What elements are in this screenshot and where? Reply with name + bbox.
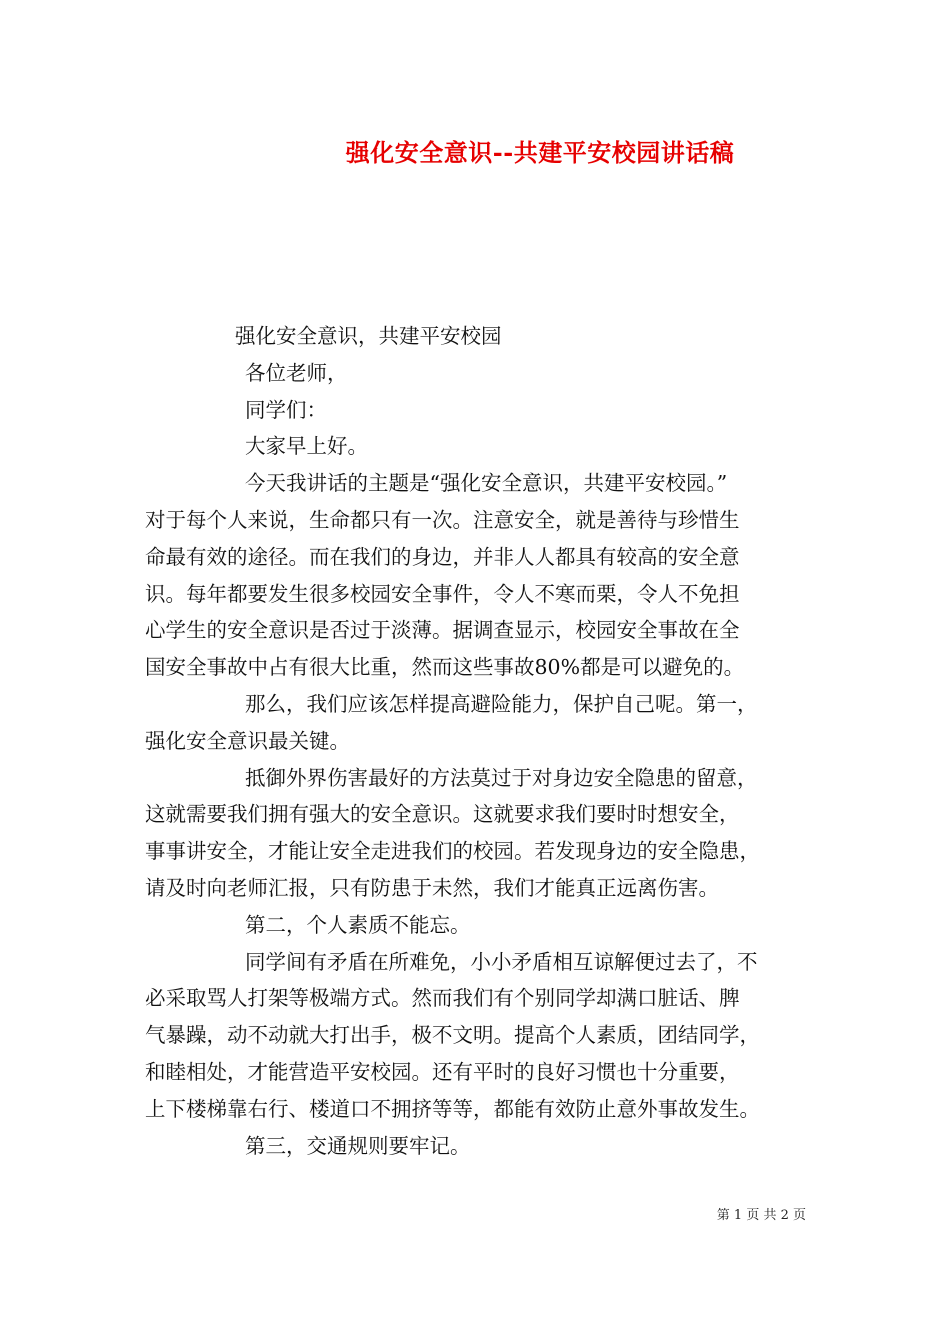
page-footer: 第 1 页 共 2 页 <box>716 1208 806 1223</box>
document-title: 强化安全意识--共建平安校园讲话稿 <box>345 138 735 167</box>
salutation-teachers: 各位老师， <box>245 360 348 385</box>
paragraph-3-line: 请及时向老师汇报，只有防患于未然，我们才能真正远离伤害。 <box>145 875 719 900</box>
paragraph-4-line: 必采取骂人打架等极端方式。然而我们有个别同学却满口脏话、脾 <box>145 986 740 1011</box>
document-body <box>145 318 820 1164</box>
paragraph-1-line: 识。每年都要发生很多校园安全事件，令人不寒而栗，令人不免担 <box>145 581 740 606</box>
section-heading-2: 第二，个人素质不能忘。 <box>245 912 471 937</box>
speech-subtitle: 强化安全意识，共建平安校园 <box>235 324 502 348</box>
salutation-students: 同学们： <box>245 397 327 422</box>
paragraph-2-line: 那么，我们应该怎样提高避险能力，保护自己呢。第一， <box>245 691 758 716</box>
paragraph-3-line: 事事讲安全，才能让安全走进我们的校园。若发现身边的安全隐患， <box>145 839 760 864</box>
paragraph-1-line: 国安全事故中占有很大比重，然而这些事故80%都是可以避免的。 <box>145 655 745 680</box>
paragraph-3-line: 这就需要我们拥有强大的安全意识。这就要求我们要时时想安全， <box>145 802 740 827</box>
paragraph-1-line: 心学生的安全意识是否过于淡薄。据调查显示，校园安全事故在全 <box>145 618 740 643</box>
paragraph-1-line: 对于每个人来说，生命都只有一次。注意安全，就是善待与珍惜生 <box>145 507 740 532</box>
greeting: 大家早上好。 <box>245 434 368 459</box>
paragraph-4-line: 和睦相处，才能营造平安校园。还有平时的良好习惯也十分重要， <box>145 1059 740 1084</box>
paragraph-4-line: 上下楼梯靠右行、楼道口不拥挤等等，都能有效防止意外事故发生。 <box>145 1096 760 1121</box>
section-heading-3: 第三，交通规则要牢记。 <box>245 1133 471 1158</box>
paragraph-2-line: 强化安全意识最关键。 <box>145 728 350 753</box>
paragraph-3-line: 抵御外界伤害最好的方法莫过于对身边安全隐患的留意， <box>245 765 758 790</box>
paragraph-1-line: 今天我讲话的主题是“强化安全意识，共建平安校园。” <box>245 471 728 496</box>
paragraph-4-line: 同学间有矛盾在所难免，小小矛盾相互谅解便过去了，不 <box>245 949 758 974</box>
paragraph-1-line: 命最有效的途径。而在我们的身边，并非人人都具有较高的安全意 <box>145 544 740 569</box>
paragraph-4-line: 气暴躁，动不动就大打出手，极不文明。提高个人素质，团结同学， <box>145 1023 760 1048</box>
